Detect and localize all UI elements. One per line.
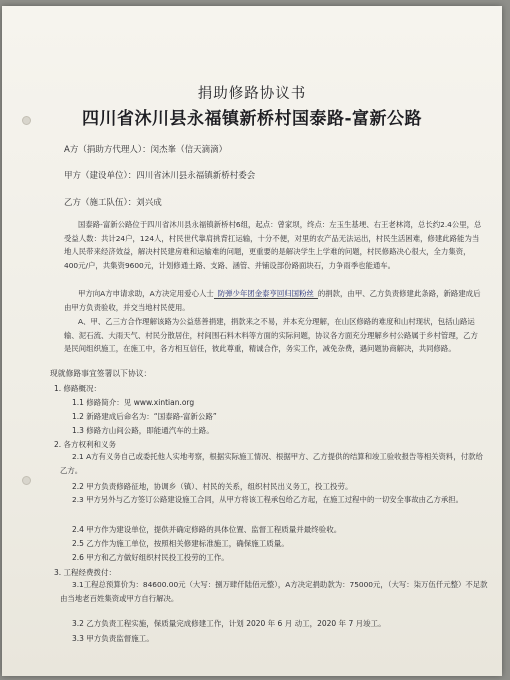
clause-3-3: 3.3 甲方负责监督施工。	[72, 634, 154, 643]
punch-hole	[22, 476, 31, 485]
clause-3-2: 3.2 乙方负责工程实施，保质量完成修建工作，计划 2020 年 6 月 动工，2020 年 7 月竣工。	[72, 619, 386, 628]
clause-2-6: 2.6 甲方和乙方做好组织村民投工投劳的工作。	[72, 553, 229, 562]
party-b-label: 甲方（建设单位）：	[64, 171, 137, 181]
document-subtitle: 四川省沐川县永福镇新桥村国泰路-富新公路	[81, 109, 423, 129]
clause-1-1: 1.1 修路简介：见 www.xintian.org	[72, 398, 195, 407]
clause-2-5: 2.5 乙方作为施工单位，按照相关修建标准施工，确保施工质量。	[72, 539, 289, 548]
clause-2-4: 2.4 甲方作为建设单位，提供并确定修路的具体位置、监督工程质量并最终验收。	[72, 525, 342, 534]
paragraph-2	[64, 287, 484, 314]
clause-2-1: 2.1 A方有义务自己或委托他人实地考察，根据实际施工情况、根据甲方、乙方提供的结算和竣工验收报告等相关资料，付款给乙方。	[60, 452, 483, 475]
clause-2-2: 2.2 甲方负责修路征地，协调乡（镇）、村民的关系，组织村民出义务工，投工投劳。	[72, 482, 353, 491]
party-c-line	[64, 196, 162, 208]
party-c-label: 乙方（施工队伍）：	[64, 198, 137, 208]
party-a-value: 闵杰峯（信天滴滴）	[150, 145, 228, 155]
document-page	[2, 6, 502, 676]
party-b-value: 四川省沐川县永福镇新桥村委会	[136, 171, 256, 181]
agreement-intro: 现就修路事宜签署以下协议：	[50, 369, 152, 378]
clause-1: 1. 修路概况：	[54, 384, 102, 393]
paragraph-2-prefix: 甲方向A方申请求助，A方决定用爱心人士	[78, 289, 214, 298]
party-b-line	[64, 169, 255, 181]
party-a-line	[64, 143, 227, 155]
clause-3-1: 3.1工程总预算价为：84600.00元（大写：捌万肆仟陆佰元整），A方决定捐助款为：75000元，（大写：柒万伍仟元整）不足款由当地老百姓集资或甲方自行解决。	[60, 580, 488, 603]
document-title: 捐助修路协议书	[197, 86, 307, 102]
paragraph-3: A、甲、乙三方合作理解该路为公益慈善捐建，捐款来之不易，并本充分理解，在山区修路的难度和山村现状，包括山路运输、泥石流、大雨天气、村民分散居住，村间围石料木料等方面的实际问题，协议各方面充分理解乡村公路属于乡村管理，乙方是民间组织施工，在施工中，各方相互信任，彼此尊重，精诚合作，务实工作，减免杂费，遇问题协商解决，共同修路。	[64, 317, 478, 354]
party-c-value: 刘兴成	[136, 198, 162, 208]
clause-2-3: 2.3 甲方另外与乙方签订公路建设施工合同，从甲方将该工程承包给乙方起，在施工过程中的一切安全事故由乙方承担。	[72, 495, 464, 504]
paragraph-2-suffix: 的捐款，由甲、乙方负责修建此条路，新路建成后由甲方负责验收，并交当地村民使用。	[64, 289, 481, 312]
paragraph-1: 国泰路-富新公路位于四川省沐川县永福镇新桥村6组，起点：曾家坝，终点：左玉生基埂、右王老林湾，总长约2.4公里，总受益人数：共计24户，124人，村民世代靠肩挑背扛运输，十分不便，对里的农产品无法运出，村民生活困难，修建此路能为当地人民带来经济效益，解决村民建房难和运输难的问题，更重要的是解决学生上学难的问题，村民修路决心很大，全力集资，400元/户，共集资9600元，计划修通土路、支路、涵管、并铺设部份路面块石，力争雨季也能通车。	[64, 220, 482, 270]
donor-handwritten-fill: 防弹少年团金泰亨回归国粉丝	[214, 289, 318, 299]
clause-1-3: 1.3 修路方山间公路，即能通汽车的土路。	[72, 426, 214, 435]
clause-1-2: 1.2 新路建成后命名为：“国泰路-富新公路”	[72, 412, 217, 421]
clause-3: 3. 工程经费拨付：	[54, 568, 117, 577]
party-a-label: A方（捐助方代理人）：	[64, 145, 151, 155]
clause-2: 2. 各方权利和义务	[54, 440, 117, 449]
